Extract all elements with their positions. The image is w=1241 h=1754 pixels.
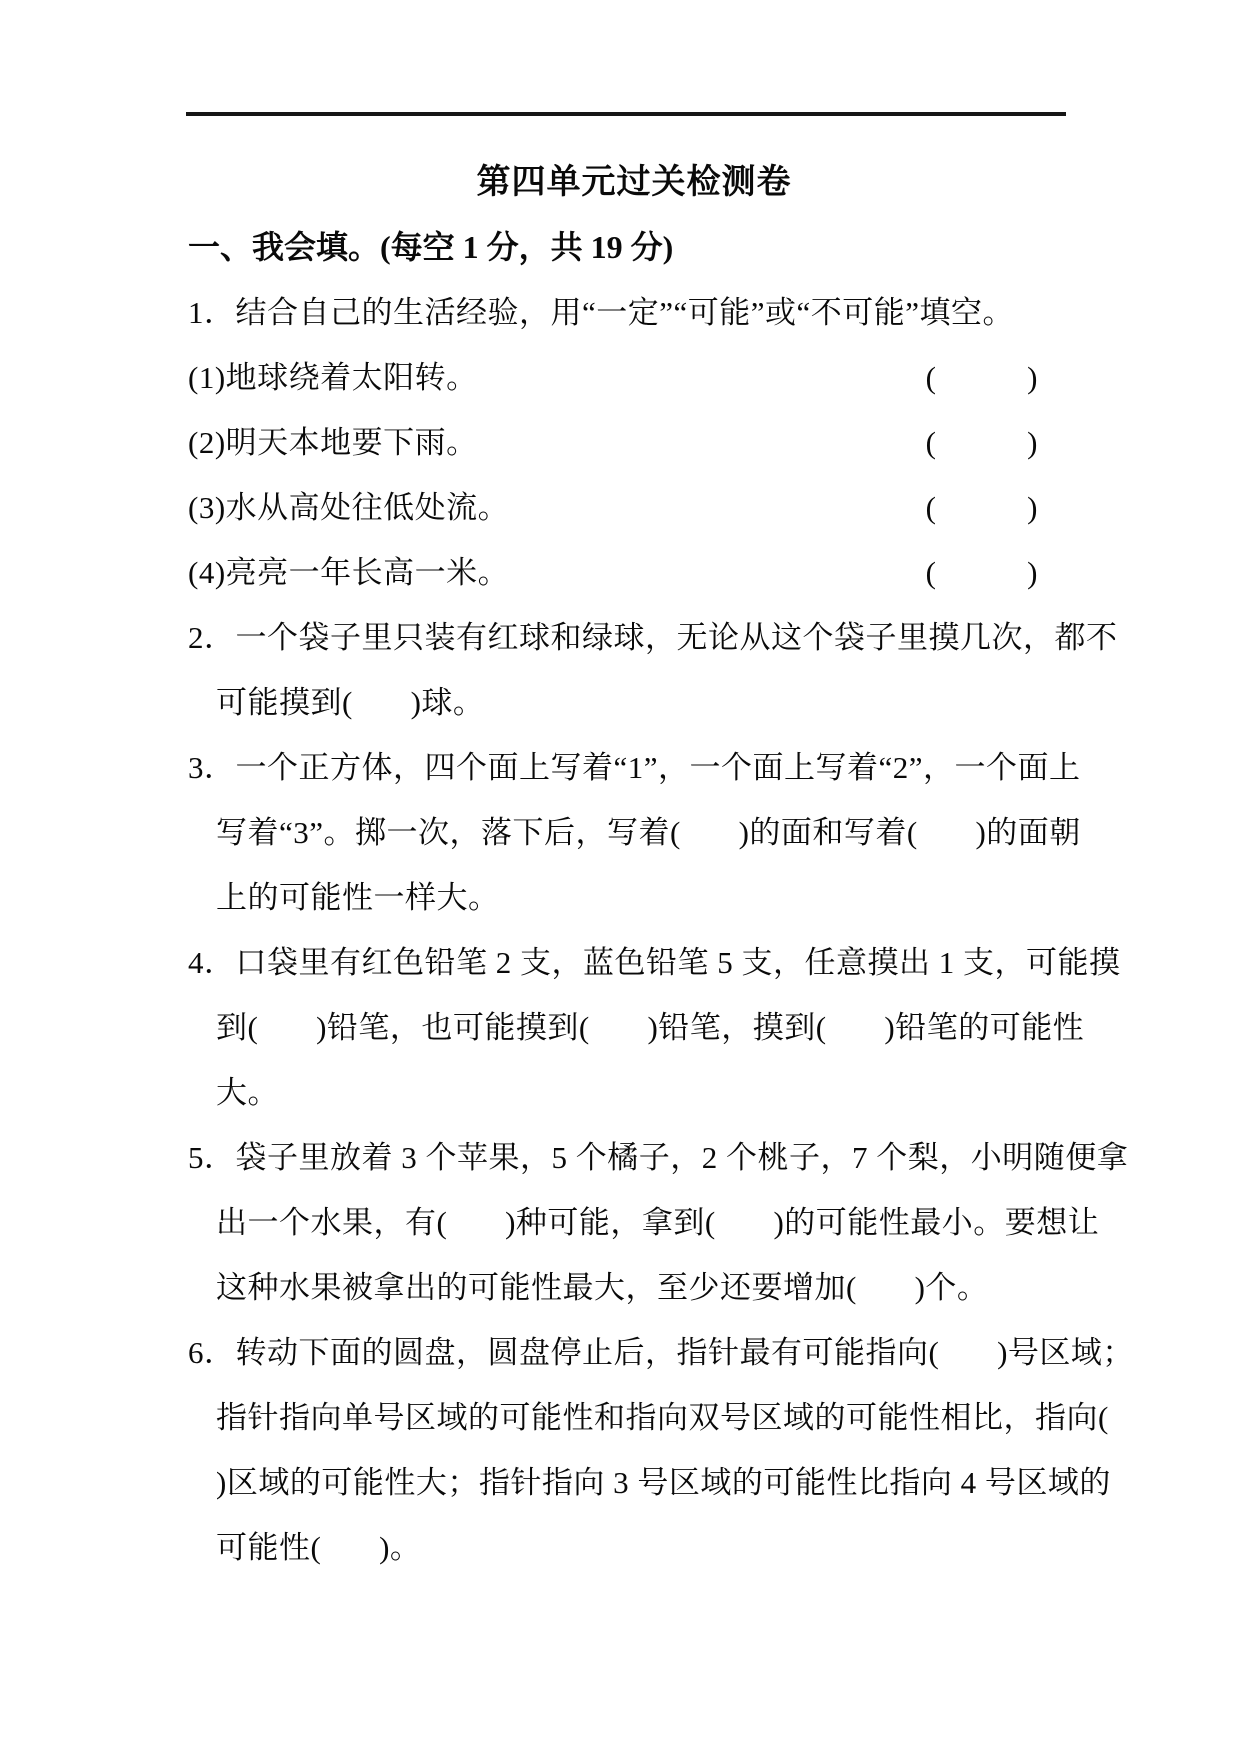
answer-blank: ( ) <box>925 425 1038 460</box>
question-4-line-1: 4．口袋里有红色铅笔 2 支，蓝色铅笔 5 支，任意摸出 1 支，可能摸 <box>188 945 1121 980</box>
question-1-item-1-text: (1)地球绕着太阳转。 <box>188 360 478 395</box>
question-1 <box>188 280 1080 605</box>
question-4-line-3: 大。 <box>216 1075 279 1110</box>
header-rule <box>186 112 1066 116</box>
question-2-line-1: 2．一个袋子里只装有红球和绿球，无论从这个袋子里摸几次，都不 <box>188 620 1118 655</box>
question-6 <box>188 1320 1134 1580</box>
question-5-line-3: 这种水果被拿出的可能性最大，至少还要增加( )个。 <box>216 1270 989 1305</box>
page-title: 第四单元过关检测卷 <box>476 163 792 201</box>
answer-blank: ( ) <box>925 360 1038 395</box>
question-1-item-1 <box>188 345 1080 410</box>
question-6-line-1: 6．转动下面的圆盘，圆盘停止后，指针最有可能指向( )号区域； <box>188 1335 1134 1370</box>
question-3-line-2: 写着“3”。掷一次，落下后，写着( )的面和写着( )的面朝 <box>216 815 1081 850</box>
section-heading: 一、我会填。(每空 1 分，共 19 分) <box>188 229 674 265</box>
question-1-item-2 <box>188 410 1080 475</box>
question-5-line-2: 出一个水果，有( )种可能，拿到( )的可能性最小。要想让 <box>216 1205 1100 1240</box>
question-4 <box>188 930 1121 1125</box>
question-5-line-1: 5．袋子里放着 3 个苹果，5 个橘子，2 个桃子，7 个梨，小明随便拿 <box>188 1140 1129 1175</box>
answer-blank: ( ) <box>925 555 1038 590</box>
question-1-item-3 <box>188 475 1080 540</box>
question-6-line-2: 指针指向单号区域的可能性和指向双号区域的可能性相比，指向( <box>216 1400 1109 1435</box>
question-3-line-1: 3．一个正方体，四个面上写着“1”，一个面上写着“2”，一个面上 <box>188 750 1081 785</box>
question-2-line-2: 可能摸到( )球。 <box>216 685 485 720</box>
question-4-line-2: 到( )铅笔，也可能摸到( )铅笔，摸到( )铅笔的可能性 <box>216 1010 1085 1045</box>
answer-blank: ( ) <box>925 490 1038 525</box>
question-1-item-4-text: (4)亮亮一年长高一米。 <box>188 555 510 590</box>
question-2 <box>188 605 1118 735</box>
question-1-item-3-text: (3)水从高处往低处流。 <box>188 490 510 525</box>
question-3 <box>188 735 1080 930</box>
page-content <box>188 140 1134 1580</box>
question-1-item-2-text: (2)明天本地要下雨。 <box>188 425 478 460</box>
question-6-line-3: )区域的可能性大；指针指向 3 号区域的可能性比指向 4 号区域的 <box>216 1465 1111 1500</box>
question-1-item-4 <box>188 540 1080 605</box>
question-list <box>188 280 1134 1580</box>
question-1-line-1: 1．结合自己的生活经验，用“一定”“可能”或“不可能”填空。 <box>188 295 1015 330</box>
question-6-line-4: 可能性( )。 <box>216 1530 422 1565</box>
question-3-line-3: 上的可能性一样大。 <box>216 880 500 915</box>
question-5 <box>188 1125 1129 1320</box>
